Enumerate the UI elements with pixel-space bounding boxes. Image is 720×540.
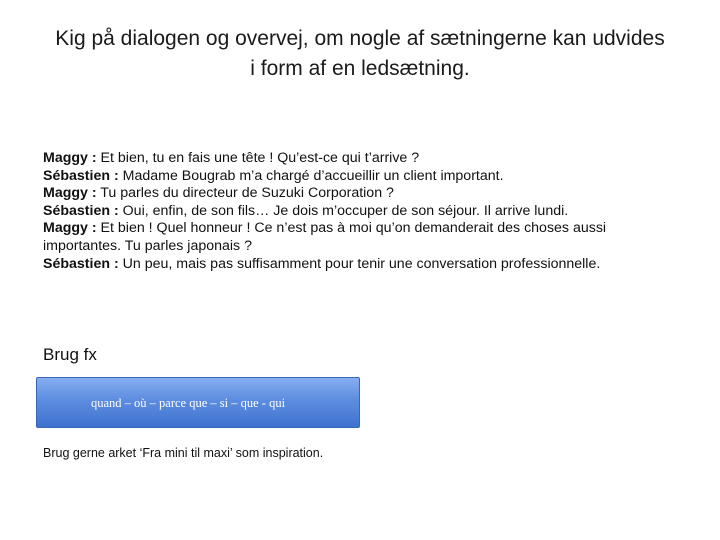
dialogue-line bbox=[43, 150, 683, 168]
dialogue-text: Et bien, tu en fais une tête ! Qu’est-ce qui t’arrive ? bbox=[96, 150, 420, 166]
speaker-name: Sébastien : bbox=[43, 202, 119, 219]
dialogue-text: Un peu, mais pas suffisamment pour tenir une conversation professionnelle. bbox=[118, 255, 601, 272]
dialogue-line bbox=[43, 256, 683, 274]
speaker-name: Sébastien : bbox=[43, 255, 119, 272]
dialogue-line bbox=[43, 203, 683, 221]
dialogue-line bbox=[43, 168, 683, 186]
conjunction-list: quand – où – parce que – si – que - qui bbox=[91, 396, 286, 410]
dialogue-line bbox=[43, 220, 683, 255]
inspiration-note: Brug gerne arket ‘Fra mini til maxi’ som inspiration. bbox=[43, 446, 324, 460]
speaker-name: Maggy : bbox=[43, 150, 97, 166]
title-line-2: i form af en ledsætning. bbox=[250, 57, 470, 80]
slide-title bbox=[30, 24, 690, 84]
speaker-name: Maggy : bbox=[43, 185, 97, 202]
speaker-name: Sébastien : bbox=[43, 167, 119, 184]
dialogue-line bbox=[43, 185, 683, 203]
dialogue-text: Madame Bougrab m’a chargé d’accueillir un client important. bbox=[118, 167, 504, 184]
usage-label: Brug fx bbox=[43, 345, 97, 364]
dialogue-text: Et bien ! Quel honneur ! Ce n’est pas à moi qu’on demanderait des choses aussi importantes. Tu parles japonais ? bbox=[43, 220, 607, 254]
dialogue-text: Tu parles du directeur de Suzuki Corporation ? bbox=[96, 185, 394, 202]
title-line-1: Kig på dialogen og overvej, om nogle af sætningerne kan udvides bbox=[55, 27, 665, 50]
dialogue-text: Oui, enfin, de son fils… Je dois m’occuper de son séjour. Il arrive lundi. bbox=[118, 202, 569, 219]
dialogue-block bbox=[43, 150, 683, 273]
conjunction-box bbox=[36, 377, 360, 428]
speaker-name: Maggy : bbox=[43, 220, 97, 237]
